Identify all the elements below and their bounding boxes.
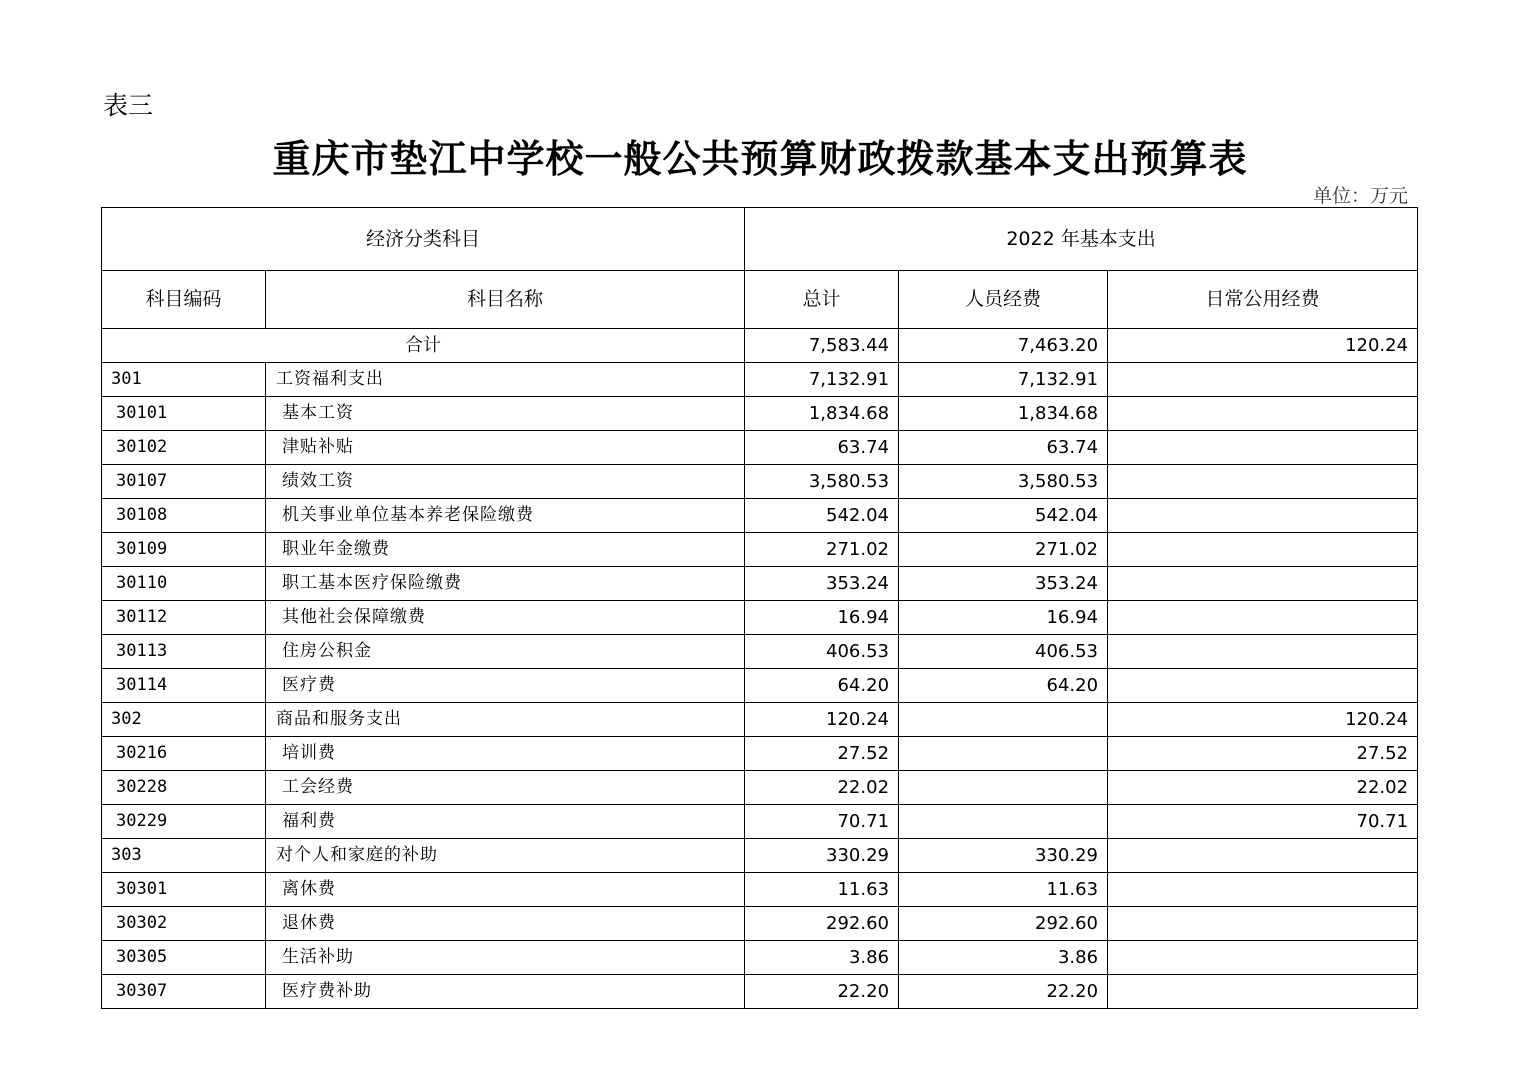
row-total: 1,834.68 bbox=[745, 397, 899, 431]
row-name: 福利费 bbox=[266, 805, 745, 839]
row-public bbox=[1108, 975, 1418, 1009]
row-public bbox=[1108, 635, 1418, 669]
row-code: 30109 bbox=[102, 533, 266, 567]
row-name: 基本工资 bbox=[266, 397, 745, 431]
row-personnel: 22.20 bbox=[899, 975, 1108, 1009]
row-code: 30108 bbox=[102, 499, 266, 533]
row-name: 工会经费 bbox=[266, 771, 745, 805]
row-public bbox=[1108, 533, 1418, 567]
row-total: 27.52 bbox=[745, 737, 899, 771]
row-name: 住房公积金 bbox=[266, 635, 745, 669]
row-code: 30114 bbox=[102, 669, 266, 703]
row-code: 30302 bbox=[102, 907, 266, 941]
row-personnel: 542.04 bbox=[899, 499, 1108, 533]
table-row bbox=[102, 533, 1418, 567]
summary-row bbox=[102, 329, 1418, 363]
table-row bbox=[102, 601, 1418, 635]
row-personnel: 271.02 bbox=[899, 533, 1108, 567]
row-public bbox=[1108, 363, 1418, 397]
row-public: 120.24 bbox=[1108, 703, 1418, 737]
header-row-columns bbox=[102, 271, 1418, 329]
row-code: 30307 bbox=[102, 975, 266, 1009]
row-total: 64.20 bbox=[745, 669, 899, 703]
header-code: 科目编码 bbox=[102, 271, 266, 329]
row-total: 16.94 bbox=[745, 601, 899, 635]
row-public bbox=[1108, 567, 1418, 601]
row-total: 120.24 bbox=[745, 703, 899, 737]
table-row bbox=[102, 669, 1418, 703]
table-row bbox=[102, 737, 1418, 771]
table-label: 表三 bbox=[103, 91, 154, 120]
row-code: 30101 bbox=[102, 397, 266, 431]
table-row bbox=[102, 567, 1418, 601]
table-row bbox=[102, 839, 1418, 873]
header-economic-category: 经济分类科目 bbox=[102, 208, 745, 271]
table-row bbox=[102, 907, 1418, 941]
row-public bbox=[1108, 669, 1418, 703]
row-personnel: 3.86 bbox=[899, 941, 1108, 975]
row-personnel: 1,834.68 bbox=[899, 397, 1108, 431]
row-name: 职业年金缴费 bbox=[266, 533, 745, 567]
row-personnel: 3,580.53 bbox=[899, 465, 1108, 499]
row-name: 机关事业单位基本养老保险缴费 bbox=[266, 499, 745, 533]
row-total: 11.63 bbox=[745, 873, 899, 907]
table-row bbox=[102, 397, 1418, 431]
row-code: 30229 bbox=[102, 805, 266, 839]
row-name: 职工基本医疗保险缴费 bbox=[266, 567, 745, 601]
row-total: 22.20 bbox=[745, 975, 899, 1009]
row-name: 其他社会保障缴费 bbox=[266, 601, 745, 635]
table-row bbox=[102, 363, 1418, 397]
header-total: 总计 bbox=[745, 271, 899, 329]
row-personnel: 406.53 bbox=[899, 635, 1108, 669]
row-code: 30305 bbox=[102, 941, 266, 975]
table-row bbox=[102, 975, 1418, 1009]
row-name: 绩效工资 bbox=[266, 465, 745, 499]
summary-label: 合计 bbox=[102, 329, 745, 363]
header-name: 科目名称 bbox=[266, 271, 745, 329]
row-personnel: 330.29 bbox=[899, 839, 1108, 873]
row-public bbox=[1108, 839, 1418, 873]
row-personnel: 64.20 bbox=[899, 669, 1108, 703]
row-public bbox=[1108, 873, 1418, 907]
unit-note: 单位：万元 bbox=[1312, 185, 1408, 207]
row-public bbox=[1108, 907, 1418, 941]
header-basic-expenditure: 2022 年基本支出 bbox=[745, 208, 1418, 271]
budget-table bbox=[101, 207, 1418, 1009]
row-public bbox=[1108, 941, 1418, 975]
row-total: 70.71 bbox=[745, 805, 899, 839]
table-row bbox=[102, 431, 1418, 465]
header-row-group bbox=[102, 208, 1418, 271]
row-public bbox=[1108, 601, 1418, 635]
row-name: 医疗费 bbox=[266, 669, 745, 703]
row-personnel: 11.63 bbox=[899, 873, 1108, 907]
table-row bbox=[102, 703, 1418, 737]
row-code: 30113 bbox=[102, 635, 266, 669]
row-name: 医疗费补助 bbox=[266, 975, 745, 1009]
row-personnel: 292.60 bbox=[899, 907, 1108, 941]
row-code: 30228 bbox=[102, 771, 266, 805]
row-public bbox=[1108, 431, 1418, 465]
row-public bbox=[1108, 397, 1418, 431]
row-total: 63.74 bbox=[745, 431, 899, 465]
table-row bbox=[102, 941, 1418, 975]
table-row bbox=[102, 465, 1418, 499]
row-total: 271.02 bbox=[745, 533, 899, 567]
row-name: 商品和服务支出 bbox=[266, 703, 745, 737]
row-public bbox=[1108, 465, 1418, 499]
row-name: 离休费 bbox=[266, 873, 745, 907]
row-total: 3,580.53 bbox=[745, 465, 899, 499]
row-name: 生活补助 bbox=[266, 941, 745, 975]
row-personnel: 16.94 bbox=[899, 601, 1108, 635]
row-code: 30102 bbox=[102, 431, 266, 465]
row-code: 30216 bbox=[102, 737, 266, 771]
row-personnel bbox=[899, 737, 1108, 771]
row-code: 302 bbox=[102, 703, 266, 737]
summary-personnel: 7,463.20 bbox=[899, 329, 1108, 363]
row-code: 30110 bbox=[102, 567, 266, 601]
header-personnel: 人员经费 bbox=[899, 271, 1108, 329]
row-personnel bbox=[899, 771, 1108, 805]
table-row bbox=[102, 499, 1418, 533]
row-name: 工资福利支出 bbox=[266, 363, 745, 397]
table-row bbox=[102, 771, 1418, 805]
row-code: 30301 bbox=[102, 873, 266, 907]
row-total: 7,132.91 bbox=[745, 363, 899, 397]
row-total: 292.60 bbox=[745, 907, 899, 941]
row-total: 353.24 bbox=[745, 567, 899, 601]
row-name: 培训费 bbox=[266, 737, 745, 771]
row-code: 301 bbox=[102, 363, 266, 397]
row-code: 30107 bbox=[102, 465, 266, 499]
row-name: 津贴补贴 bbox=[266, 431, 745, 465]
row-name: 对个人和家庭的补助 bbox=[266, 839, 745, 873]
summary-total: 7,583.44 bbox=[745, 329, 899, 363]
table-row bbox=[102, 805, 1418, 839]
row-public: 27.52 bbox=[1108, 737, 1418, 771]
row-code: 30112 bbox=[102, 601, 266, 635]
row-total: 330.29 bbox=[745, 839, 899, 873]
row-code: 303 bbox=[102, 839, 266, 873]
row-total: 22.02 bbox=[745, 771, 899, 805]
row-public: 22.02 bbox=[1108, 771, 1418, 805]
row-personnel bbox=[899, 703, 1108, 737]
table-row bbox=[102, 873, 1418, 907]
row-public bbox=[1108, 499, 1418, 533]
row-personnel bbox=[899, 805, 1108, 839]
header-public: 日常公用经费 bbox=[1108, 271, 1418, 329]
row-personnel: 7,132.91 bbox=[899, 363, 1108, 397]
summary-public: 120.24 bbox=[1108, 329, 1418, 363]
row-total: 3.86 bbox=[745, 941, 899, 975]
row-total: 406.53 bbox=[745, 635, 899, 669]
row-personnel: 353.24 bbox=[899, 567, 1108, 601]
row-total: 542.04 bbox=[745, 499, 899, 533]
table-row bbox=[102, 635, 1418, 669]
row-personnel: 63.74 bbox=[899, 431, 1108, 465]
row-name: 退休费 bbox=[266, 907, 745, 941]
page-title: 重庆市垫江中学校一般公共预算财政拨款基本支出预算表 bbox=[272, 137, 1248, 181]
row-public: 70.71 bbox=[1108, 805, 1418, 839]
